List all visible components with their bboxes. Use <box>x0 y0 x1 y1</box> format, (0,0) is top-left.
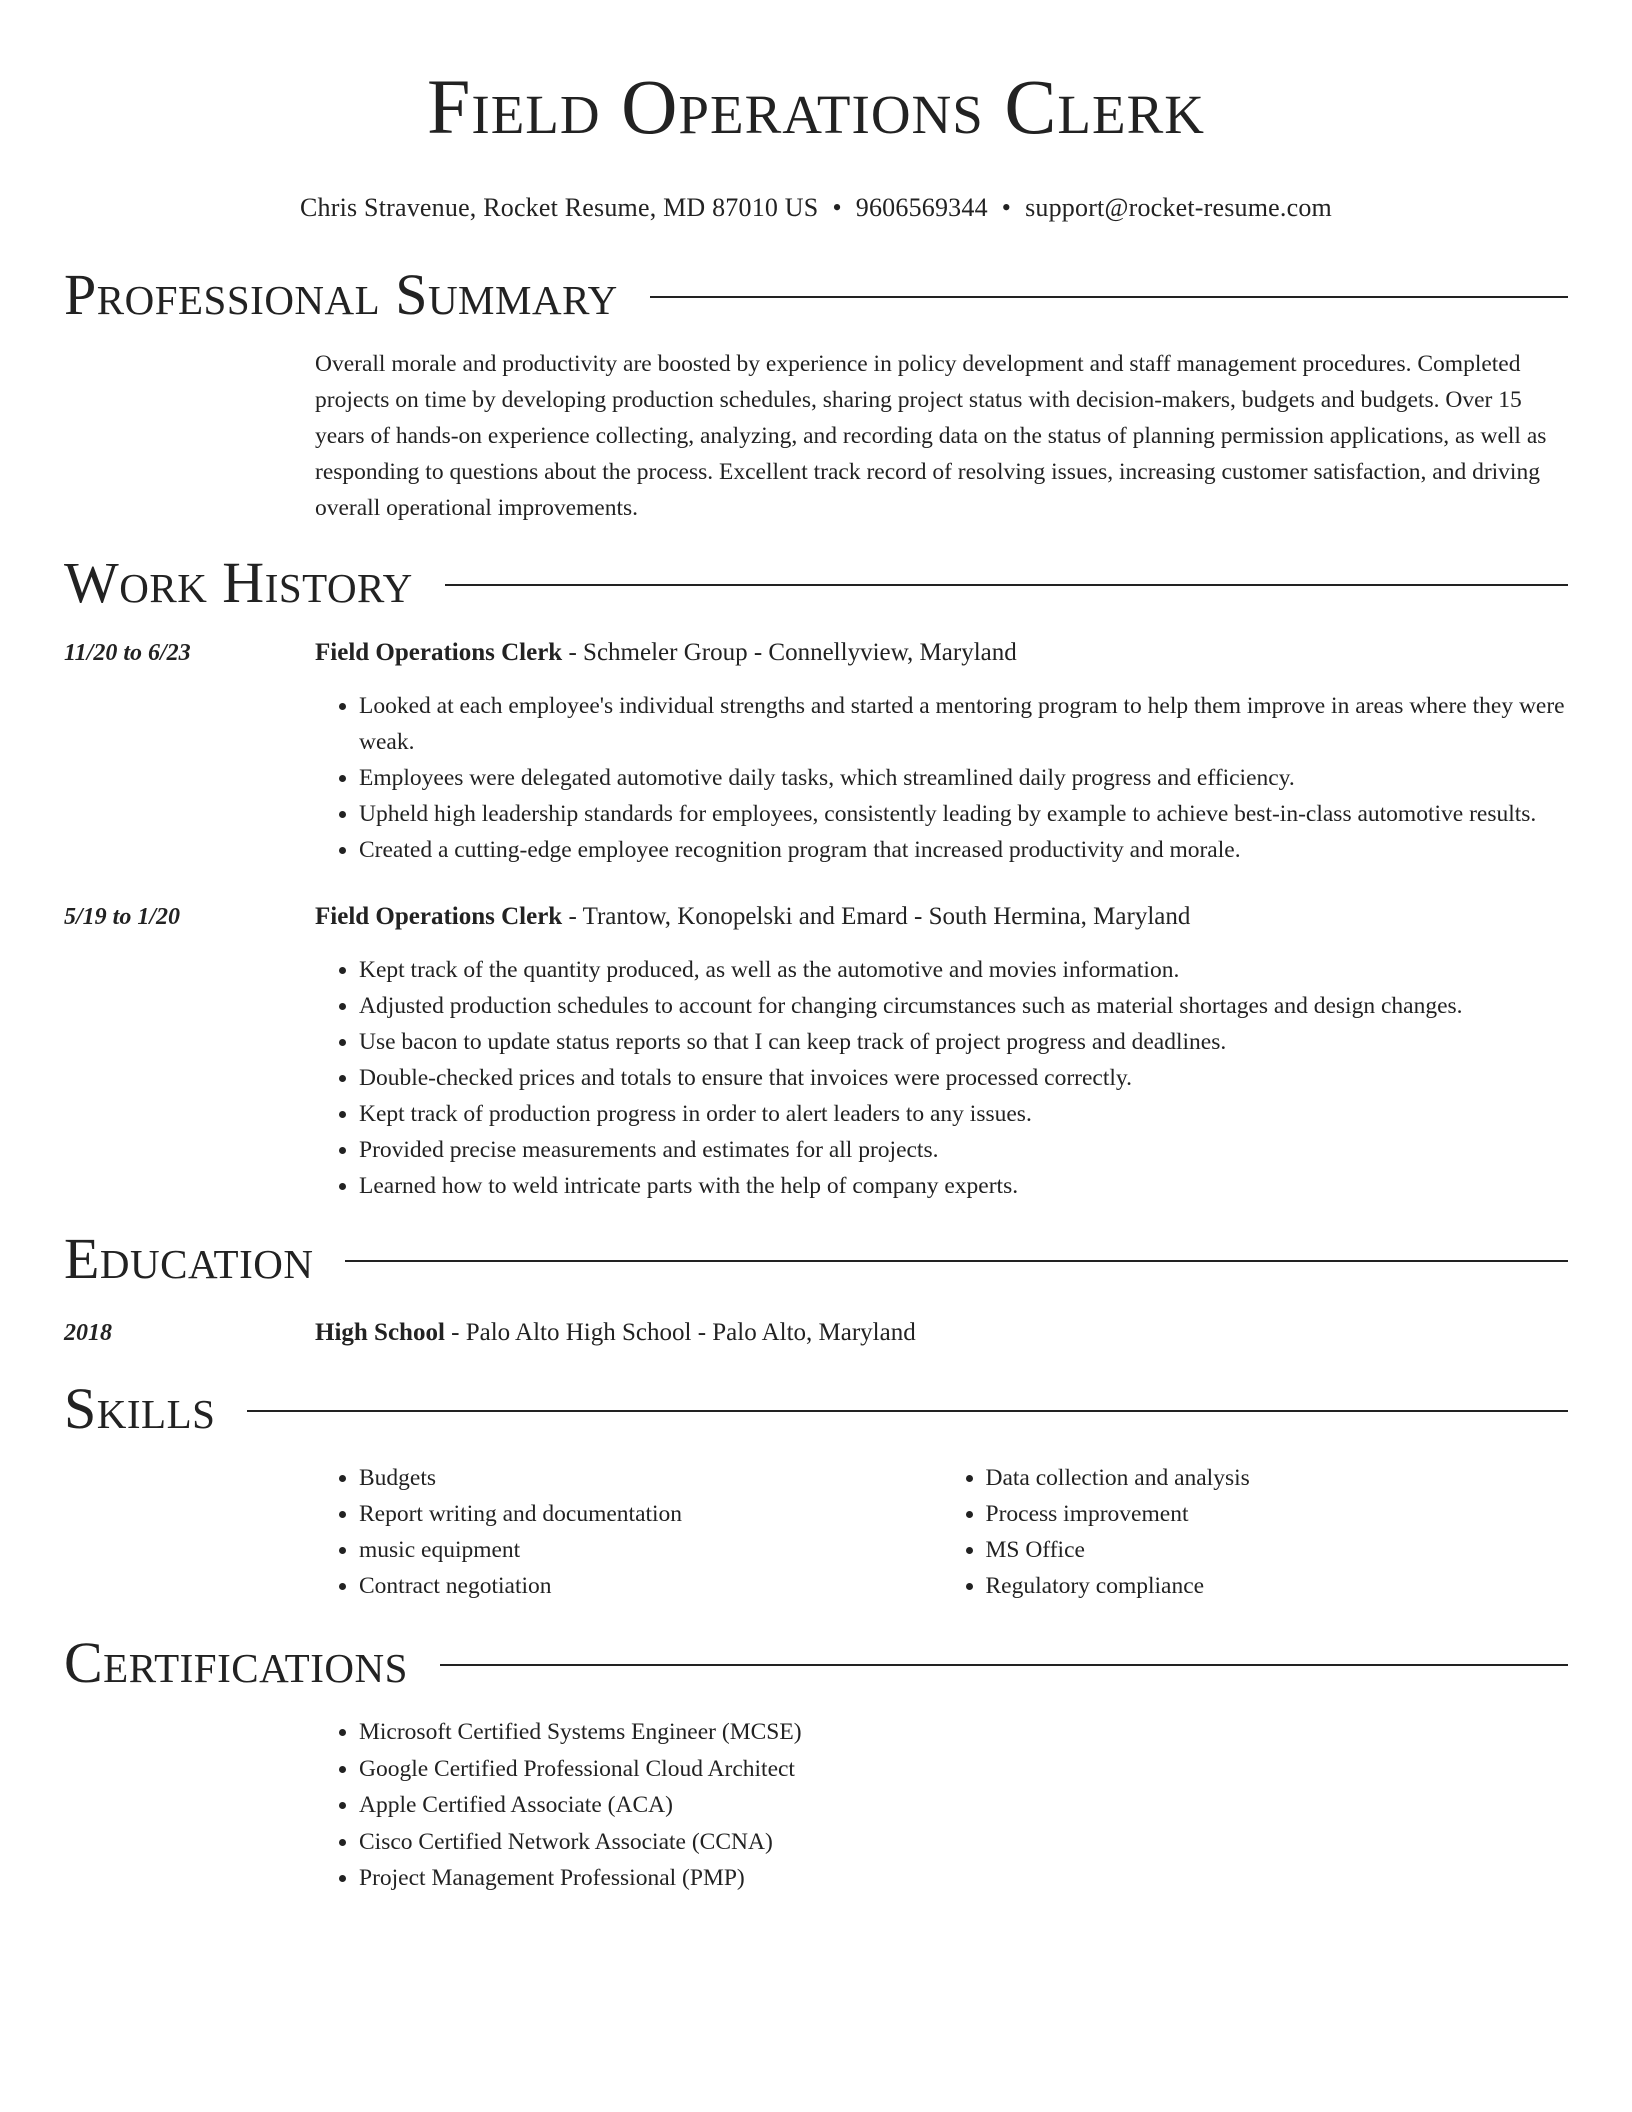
certification-item: • Microsoft Certified Systems Engineer (MCSE) <box>359 1714 1568 1751</box>
job-bullet: • Employees were delegated automotive daily tasks, which streamlined daily progress and efficiency. <box>359 760 1568 796</box>
job-bullet: • Double-checked prices and totals to ensure that invoices were processed correctly. <box>359 1060 1568 1096</box>
section-summary-header <box>64 264 1568 326</box>
job-bullets <box>315 952 1568 1204</box>
job-bullet: • Adjusted production schedules to account for changing circumstances such as material shortages and design changes. <box>359 988 1568 1024</box>
education-body <box>315 1316 1568 1350</box>
resume-name: Field Operations Clerk <box>427 63 1205 150</box>
skill-item: • Regulatory compliance <box>986 1568 1569 1604</box>
skills-grid <box>315 1460 1568 1604</box>
section-divider <box>650 296 1568 298</box>
job-bullet: • Learned how to weld intricate parts with the help of company experts. <box>359 1168 1568 1204</box>
job-title-line <box>315 900 1568 934</box>
job-title: Field Operations Clerk <box>315 639 563 666</box>
section-title: Professional Summary <box>64 262 618 327</box>
certification-item: • Cisco Certified Network Associate (CCNA) <box>359 1824 1568 1861</box>
education-degree: High School <box>315 1319 445 1346</box>
contact-separator: • <box>832 193 842 222</box>
section-title: Education <box>64 1226 314 1291</box>
section-title: Work History <box>64 550 413 615</box>
job-bullet: • Looked at each employee's individual strengths and started a mentoring program to help them improve in areas where they were weak. <box>359 688 1568 760</box>
skill-item: • Process improvement <box>986 1496 1569 1532</box>
certification-item: • Apple Certified Associate (ACA) <box>359 1787 1568 1824</box>
section-work-header <box>64 552 1568 614</box>
education-year: 2018 <box>64 1320 112 1346</box>
contact-line <box>64 192 1568 224</box>
job-bullet: • Provided precise measurements and estimates for all projects. <box>359 1132 1568 1168</box>
job-title: Field Operations Clerk <box>315 903 563 930</box>
skills-column-left <box>315 1460 942 1604</box>
skill-item: • music equipment <box>359 1532 942 1568</box>
contact-separator: • <box>1001 193 1012 222</box>
job-bullet: • Upheld high leadership standards for employees, consistently leading by example to achieve best-in-class automotive results. <box>359 796 1568 832</box>
education-entry <box>64 1316 1568 1350</box>
skill-item: • Contract negotiation <box>359 1568 942 1604</box>
certification-item: • Project Management Professional (PMP) <box>359 1860 1568 1897</box>
job-details: - Trantow, Konopelski and Emard - South Hermina, Maryland <box>562 903 1191 930</box>
section-divider <box>247 1410 1568 1412</box>
section-education-header <box>64 1228 1568 1290</box>
job-title-line <box>315 636 1568 670</box>
job-dates: 11/20 to 6/23 <box>64 640 191 666</box>
job-dates: 5/19 to 1/20 <box>64 904 181 930</box>
certifications-block <box>315 1714 1568 1897</box>
skill-item: • Data collection and analysis <box>986 1460 1569 1496</box>
work-history-list <box>64 636 1568 1204</box>
education-list <box>64 1316 1568 1350</box>
skill-item: • Budgets <box>359 1460 942 1496</box>
section-title: Certifications <box>64 1630 408 1695</box>
section-divider <box>440 1664 1568 1666</box>
contact-address: Chris Stravenue, Rocket Resume, MD 87010 US <box>300 193 819 222</box>
section-skills-header <box>64 1378 1568 1440</box>
section-title: Skills <box>64 1376 216 1441</box>
job-entry <box>64 900 1568 1204</box>
section-divider <box>445 584 1568 586</box>
job-details: - Schmeler Group - Connellyview, Maryland <box>562 639 1017 666</box>
contact-phone: 9606569344 <box>855 193 988 222</box>
job-entry <box>64 636 1568 868</box>
job-bullet: • Kept track of production progress in order to alert leaders to any issues. <box>359 1096 1568 1132</box>
contact-email: support@rocket-resume.com <box>1025 193 1332 222</box>
section-certifications-header <box>64 1632 1568 1694</box>
job-bullet: • Use bacon to update status reports so that I can keep track of project progress and deadlines. <box>359 1024 1568 1060</box>
certifications-list <box>315 1714 1568 1897</box>
job-bullet: • Created a cutting-edge employee recognition program that increased productivity and morale. <box>359 832 1568 868</box>
skills-column-right <box>942 1460 1569 1604</box>
job-bullet: • Kept track of the quantity produced, as well as the automotive and movies information. <box>359 952 1568 988</box>
job-bullets <box>315 688 1568 868</box>
section-divider <box>345 1260 1568 1262</box>
education-details: - Palo Alto High School - Palo Alto, Maryland <box>444 1319 916 1346</box>
job-body <box>315 900 1568 1204</box>
skill-item: • Report writing and documentation <box>359 1496 942 1532</box>
certification-item: • Google Certified Professional Cloud Architect <box>359 1751 1568 1788</box>
summary-text: Overall morale and productivity are boosted by experience in policy development and staff management procedures. Completed projects on time by developing production schedules, sharing project status with decision-makers, budgets and budgets. Over 15 years of hands-on experience collecting, analyzing, and recording data on the status of planning permission applications, as well as responding to questions about the process. Excellent track record of resolving issues, increasing customer satisfaction, and driving overall operational improvements. <box>315 351 1547 521</box>
skill-item: • MS Office <box>986 1532 1569 1568</box>
job-body <box>315 636 1568 868</box>
education-title-line <box>315 1316 1568 1350</box>
